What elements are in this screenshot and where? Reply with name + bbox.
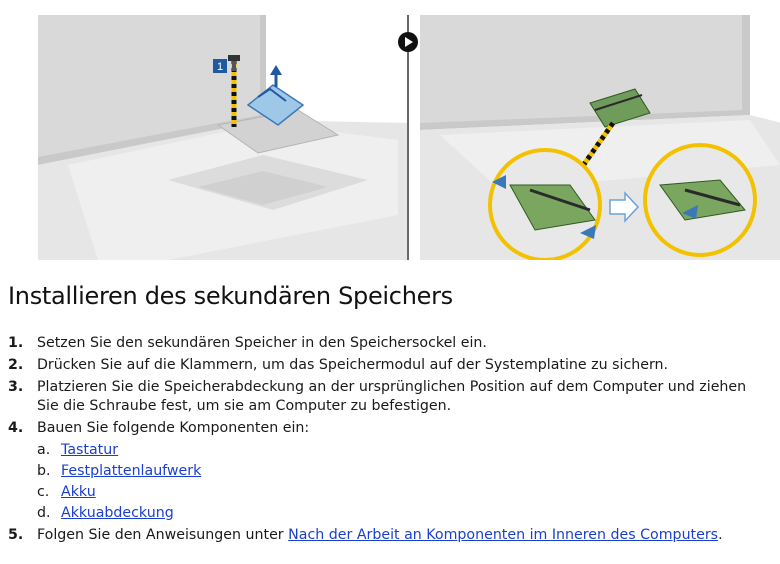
- step-text-line-2: Sie die Schraube fest, um sie am Computer zu befestigen.: [37, 398, 452, 414]
- step-text-after: .: [718, 527, 723, 543]
- item-letter: c.: [37, 484, 50, 500]
- item-letter: a.: [37, 442, 51, 458]
- component-item: [37, 441, 773, 460]
- step-text: Bauen Sie folgende Komponenten ein:: [37, 420, 310, 436]
- step-4: [8, 419, 773, 523]
- step-text: Drücken Sie auf die Klammern, um das Speichermodul auf der Systemplatine zu sichern.: [37, 357, 669, 373]
- item-letter: d.: [37, 505, 51, 521]
- step-number: 1.: [8, 335, 24, 351]
- illustration-install-memory-cover: [38, 15, 408, 260]
- step-number: 2.: [8, 357, 24, 373]
- link-after-working-inside-computer[interactable]: Nach der Arbeit an Komponenten im Inneren des Computers: [288, 527, 719, 543]
- section-title: Installieren des sekundären Speichers: [8, 282, 453, 310]
- step-1: [8, 334, 773, 353]
- component-item: [37, 462, 773, 481]
- link-akku[interactable]: Akku: [61, 484, 96, 500]
- component-list: [37, 441, 773, 523]
- step-text: Setzen Sie den sekundären Speicher in den Speichersockel ein.: [37, 335, 487, 351]
- component-item: [37, 483, 773, 502]
- step-text-line-1: Platzieren Sie die Speicherabdeckung an der ursprünglichen Position auf dem Computer und ziehen: [37, 379, 747, 395]
- zoom-circle-insert: [490, 150, 600, 260]
- step-text-before: Folgen Sie den Anweisungen unter: [37, 527, 289, 543]
- component-item: [37, 504, 773, 523]
- zoom-circle-locked: [645, 145, 755, 255]
- step-2: [8, 356, 773, 375]
- step-number: 3.: [8, 379, 24, 395]
- play-icon: [397, 31, 419, 53]
- step-number: 5.: [8, 527, 24, 543]
- installation-steps: [8, 334, 773, 545]
- link-festplattenlaufwerk[interactable]: Festplattenlaufwerk: [61, 463, 202, 479]
- step-5: [8, 526, 773, 545]
- link-tastatur[interactable]: Tastatur: [61, 442, 119, 458]
- link-akkuabdeckung[interactable]: Akkuabdeckung: [61, 505, 174, 521]
- item-letter: b.: [37, 463, 51, 479]
- illustration-insert-memory-module: [420, 15, 780, 260]
- step-3: [8, 378, 773, 416]
- step-number: 4.: [8, 420, 24, 436]
- svg-text:1: 1: [216, 61, 224, 73]
